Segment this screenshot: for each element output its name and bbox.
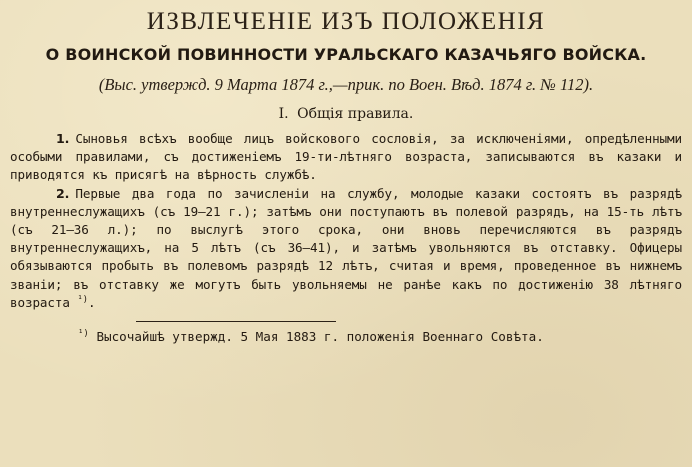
document-title: ИЗВЛЕЧЕНІЕ ИЗЪ ПОЛОЖЕНІЯ	[146, 8, 546, 35]
paragraph-text: Сыновья всѣхъ вообще лицъ войскового сословія, за исключеніями, опредѣленными особыми правилами, съ достиженіемъ 19-ти-лѣтняго возраста, записываются въ казаки и приводятся къ присягѣ на вѣрность службѣ.	[10, 131, 682, 183]
footnote-divider	[136, 321, 336, 322]
footnote	[10, 328, 682, 346]
paragraph-number: 2.	[56, 185, 70, 201]
paragraph-text: Первые два года по зачисленіи на службу, молодые казаки состоятъ въ разрядѣ внутреннеслужащихъ (съ 19—21 г.); затѣмъ они поступаютъ въ полевой разрядъ, на 15-ть лѣтъ (съ 21—36 л.); по выслугѣ этого срока, они вновь перечисляются въ разрядъ внутреннеслужащихъ, на 5 лѣтъ (съ 36—41), и затѣмъ увольняются въ отставку. Офицеры обязываются пробыть въ полевомъ разрядѣ 12 лѣтъ, считая и время, проведенное въ нижнемъ званіи; въ отставку же могутъ быть увольняемы не ранѣе какъ по достиженію 38 лѣтняго возраста	[10, 185, 682, 310]
footnote-text: Высочайшѣ утвержд. 5 Мая 1883 г. положенія Военнаго Совѣта.	[96, 329, 544, 345]
source-note: (Выс. утвержд. 9 Марта 1874 г.,—прик. по Воен. Вѣд. 1874 г. № 112).	[98, 75, 594, 94]
paragraph-2	[10, 185, 682, 312]
section-heading	[10, 104, 682, 124]
paragraph-1	[10, 130, 682, 185]
footnote-mark: ¹)	[78, 328, 89, 339]
document-subtitle: О ВОИНСКОЙ ПОВИННОСТИ УРАЛЬСКАГО КАЗАЧЬЯГО ВОЙСКА.	[45, 45, 647, 64]
paragraph-number: 1.	[56, 131, 70, 146]
paragraph-end: .	[87, 294, 96, 310]
footnote-reference: ¹)	[77, 294, 88, 305]
section-title: Общія правила.	[297, 106, 414, 122]
section-number: I.	[278, 106, 289, 122]
